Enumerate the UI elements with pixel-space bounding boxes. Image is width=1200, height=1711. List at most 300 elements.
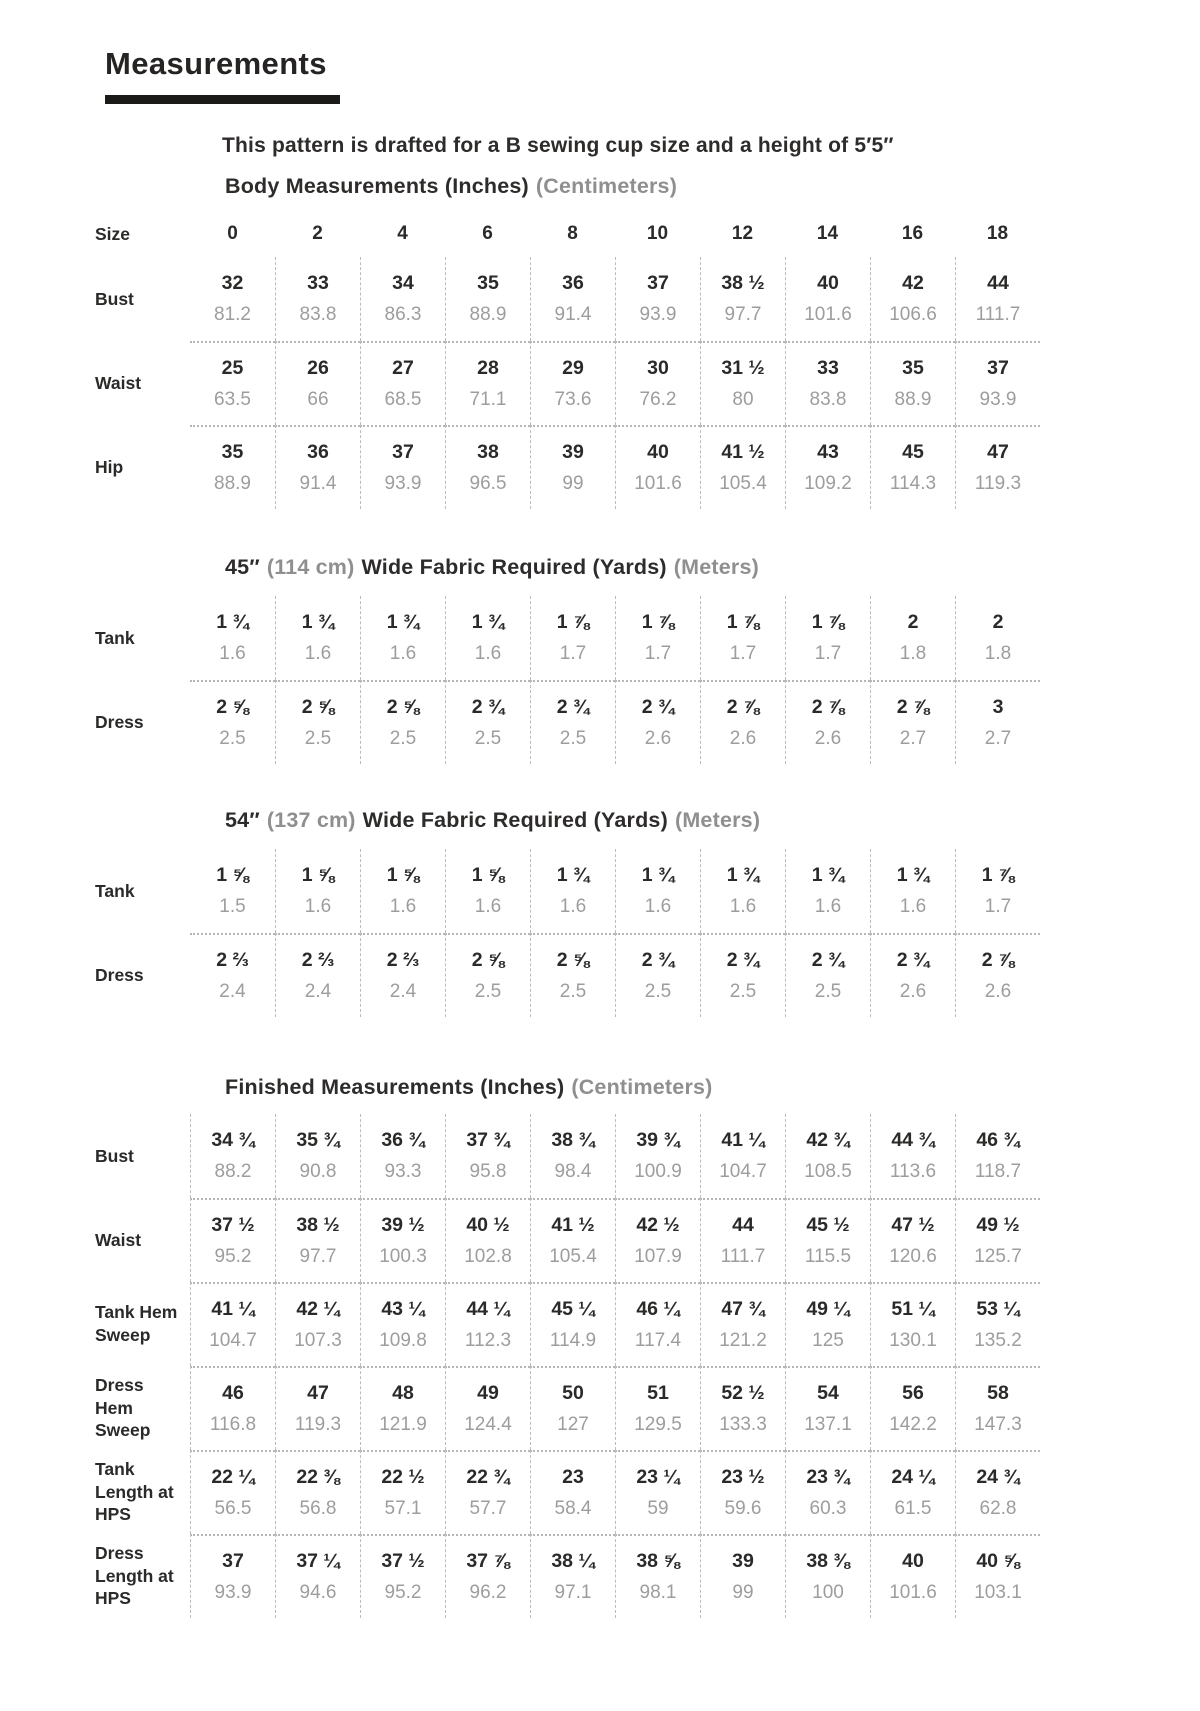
table-cell bbox=[615, 1282, 700, 1366]
heading-metric-label: (Centimeters) bbox=[535, 174, 678, 198]
value-imperial: 2 ¾ bbox=[556, 696, 590, 718]
fabric-54-table bbox=[95, 849, 1200, 1017]
value-metric: 1.5 bbox=[219, 896, 246, 917]
value-imperial: 2 ¾ bbox=[641, 696, 675, 718]
table-cell bbox=[360, 596, 445, 680]
size-column-header: 14 bbox=[816, 223, 839, 244]
value-metric: 2.5 bbox=[559, 981, 587, 1002]
value-imperial: 44 bbox=[987, 272, 1009, 294]
value-metric: 112.3 bbox=[464, 1330, 512, 1351]
heading-label: Finished Measurements (Inches) bbox=[225, 1075, 565, 1099]
value-metric: 107.9 bbox=[634, 1246, 682, 1267]
size-label: Size bbox=[95, 223, 131, 244]
value-metric: 68.5 bbox=[384, 389, 422, 410]
size-column-header: 8 bbox=[567, 223, 578, 244]
value-metric: 61.5 bbox=[894, 1498, 932, 1519]
value-metric: 88.9 bbox=[214, 473, 251, 494]
table-cell bbox=[700, 1282, 785, 1366]
table-cell bbox=[870, 425, 955, 509]
value-imperial: 38 ⅜ bbox=[806, 1550, 850, 1572]
table-cell bbox=[870, 849, 955, 933]
row-label: Tank bbox=[95, 880, 135, 901]
value-imperial: 1 ⅝ bbox=[301, 864, 335, 886]
value-metric: 1.7 bbox=[814, 643, 842, 664]
value-imperial: 40 bbox=[817, 272, 839, 294]
value-metric: 83.8 bbox=[299, 304, 337, 325]
value-imperial: 42 ¾ bbox=[806, 1129, 850, 1151]
value-imperial: 1 ¾ bbox=[471, 611, 505, 633]
table-cell bbox=[785, 596, 870, 680]
table-cell bbox=[785, 1198, 870, 1282]
value-metric: 57.7 bbox=[469, 1498, 507, 1519]
value-metric: 1.6 bbox=[304, 896, 332, 917]
table-cell bbox=[615, 1366, 700, 1450]
table-cell bbox=[275, 1114, 360, 1198]
row-label: Tank Length at HPS bbox=[95, 1458, 174, 1525]
table-cell bbox=[360, 1282, 445, 1366]
value-metric: 125 bbox=[812, 1330, 844, 1351]
table-cell bbox=[700, 425, 785, 509]
table-cell bbox=[190, 933, 275, 1017]
value-metric: 1.6 bbox=[814, 896, 842, 917]
finished-measurements-heading bbox=[225, 1075, 1200, 1100]
table-cell bbox=[190, 680, 275, 764]
table-cell bbox=[955, 849, 1040, 933]
size-column-header: 0 bbox=[227, 223, 238, 244]
table-row bbox=[95, 680, 1200, 764]
row-label: Dress bbox=[95, 711, 144, 732]
table-cell bbox=[275, 1366, 360, 1450]
table-cell bbox=[360, 341, 445, 425]
value-imperial: 22 ⅜ bbox=[296, 1466, 340, 1488]
heading-metric-label: (114 cm) bbox=[266, 555, 355, 579]
value-imperial: 1 ¾ bbox=[896, 864, 930, 886]
row-label: Dress Hem Sweep bbox=[95, 1374, 151, 1441]
value-metric: 2.5 bbox=[644, 981, 672, 1002]
value-imperial: 1 ⅝ bbox=[386, 864, 420, 886]
value-metric: 97.7 bbox=[299, 1246, 337, 1267]
row-label: Waist bbox=[95, 372, 142, 393]
table-cell bbox=[955, 425, 1040, 509]
value-imperial: 37 bbox=[392, 441, 414, 463]
value-imperial: 35 bbox=[477, 272, 499, 294]
value-metric: 116.8 bbox=[209, 1414, 257, 1435]
value-imperial: 45 ¼ bbox=[551, 1298, 595, 1320]
value-imperial: 25 bbox=[221, 357, 244, 379]
value-imperial: 1 ⅝ bbox=[216, 864, 249, 886]
value-imperial: 2 ⅞ bbox=[981, 949, 1015, 971]
value-metric: 1.6 bbox=[644, 896, 672, 917]
value-metric: 97.1 bbox=[554, 1582, 592, 1603]
table-cell bbox=[445, 257, 530, 341]
table-cell bbox=[360, 1198, 445, 1282]
table-cell bbox=[445, 341, 530, 425]
value-metric: 105.4 bbox=[549, 1246, 597, 1267]
table-row bbox=[95, 1534, 1200, 1618]
table-cell bbox=[700, 1114, 785, 1198]
value-imperial: 2 ⅞ bbox=[811, 696, 845, 718]
value-imperial: 37 ⅞ bbox=[466, 1550, 510, 1572]
value-imperial: 2 ¾ bbox=[471, 696, 505, 718]
value-metric: 1.7 bbox=[729, 643, 757, 664]
table-cell bbox=[870, 1534, 955, 1618]
table-cell bbox=[530, 1114, 615, 1198]
value-metric: 2.5 bbox=[219, 728, 246, 749]
table-cell bbox=[275, 425, 360, 509]
table-cell bbox=[530, 933, 615, 1017]
table-cell bbox=[530, 1534, 615, 1618]
table-cell bbox=[615, 933, 700, 1017]
value-imperial: 2 ¾ bbox=[811, 949, 845, 971]
table-cell bbox=[870, 596, 955, 680]
table-cell bbox=[445, 849, 530, 933]
value-metric: 1.6 bbox=[474, 643, 502, 664]
table-row bbox=[95, 849, 1200, 933]
value-metric: 2.6 bbox=[814, 728, 842, 749]
table-cell bbox=[785, 257, 870, 341]
value-metric: 124.4 bbox=[464, 1414, 512, 1435]
row-label: Bust bbox=[95, 1145, 134, 1166]
heading-metric-label: (Meters) bbox=[673, 555, 759, 579]
value-metric: 99 bbox=[732, 1582, 754, 1603]
table-cell bbox=[700, 1450, 785, 1534]
value-metric: 71.1 bbox=[469, 389, 507, 410]
row-label: Bust bbox=[95, 288, 134, 309]
value-imperial: 50 bbox=[562, 1382, 584, 1404]
value-metric: 135.2 bbox=[974, 1330, 1022, 1351]
value-metric: 57.1 bbox=[384, 1498, 422, 1519]
value-metric: 2.6 bbox=[984, 981, 1012, 1002]
value-imperial: 42 bbox=[902, 272, 924, 294]
table-cell bbox=[275, 257, 360, 341]
value-metric: 93.9 bbox=[639, 304, 677, 325]
value-metric: 2.4 bbox=[219, 981, 246, 1002]
value-metric: 2.5 bbox=[304, 728, 332, 749]
size-header-row bbox=[95, 211, 1200, 257]
table-cell bbox=[615, 680, 700, 764]
heading-metric-label: (Centimeters) bbox=[571, 1075, 713, 1099]
value-imperial: 1 ¾ bbox=[726, 864, 760, 886]
value-imperial: 37 ½ bbox=[211, 1214, 255, 1236]
table-cell bbox=[955, 1282, 1040, 1366]
table-cell bbox=[615, 257, 700, 341]
value-metric: 60.3 bbox=[809, 1498, 847, 1519]
value-imperial: 24 ¾ bbox=[976, 1466, 1020, 1488]
value-metric: 93.9 bbox=[979, 389, 1017, 410]
table-cell bbox=[785, 1114, 870, 1198]
table-cell bbox=[700, 341, 785, 425]
table-cell bbox=[955, 596, 1040, 680]
table-cell bbox=[445, 425, 530, 509]
table-cell bbox=[870, 1198, 955, 1282]
value-metric: 95.8 bbox=[469, 1161, 507, 1182]
value-metric: 56.5 bbox=[214, 1498, 252, 1519]
value-metric: 121.9 bbox=[379, 1414, 427, 1435]
value-imperial: 27 bbox=[392, 357, 414, 379]
value-metric: 2.6 bbox=[729, 728, 757, 749]
value-imperial: 40 ⅝ bbox=[976, 1550, 1020, 1572]
size-column-header: 6 bbox=[482, 223, 493, 244]
value-metric: 83.8 bbox=[809, 389, 847, 410]
value-metric: 108.5 bbox=[804, 1161, 852, 1182]
value-imperial: 37 bbox=[222, 1550, 244, 1572]
value-imperial: 33 bbox=[307, 272, 329, 294]
value-metric: 127 bbox=[557, 1414, 589, 1435]
heading-label: 54″ bbox=[225, 808, 260, 832]
table-cell bbox=[360, 1450, 445, 1534]
value-metric: 1.8 bbox=[984, 643, 1012, 664]
table-cell bbox=[190, 425, 275, 509]
value-metric: 86.3 bbox=[384, 304, 422, 325]
finished-measurements-table bbox=[95, 1114, 1200, 1618]
value-imperial: 2 ⅝ bbox=[471, 949, 505, 971]
table-cell bbox=[870, 1450, 955, 1534]
table-row bbox=[95, 257, 1200, 341]
value-imperial: 33 bbox=[817, 357, 839, 379]
table-cell bbox=[700, 1198, 785, 1282]
heading-label: Wide Fabric Required (Yards) bbox=[362, 808, 668, 832]
heading-label: Wide Fabric Required (Yards) bbox=[361, 555, 667, 579]
value-metric: 1.7 bbox=[984, 896, 1012, 917]
table-cell bbox=[190, 341, 275, 425]
value-imperial: 32 bbox=[221, 272, 244, 294]
value-imperial: 2 ⅝ bbox=[556, 949, 590, 971]
table-cell bbox=[785, 1534, 870, 1618]
value-metric: 93.9 bbox=[214, 1582, 252, 1603]
value-imperial: 49 ¼ bbox=[806, 1298, 850, 1320]
row-label: Tank Hem Sweep bbox=[95, 1302, 178, 1345]
value-metric: 1.6 bbox=[474, 896, 502, 917]
heading-metric-label: (137 cm) bbox=[266, 808, 356, 832]
value-imperial: 54 bbox=[817, 1382, 839, 1404]
value-imperial: 2 ¾ bbox=[726, 949, 760, 971]
value-imperial: 48 bbox=[392, 1382, 414, 1404]
table-cell bbox=[275, 1198, 360, 1282]
table-cell bbox=[360, 257, 445, 341]
table-cell bbox=[700, 596, 785, 680]
body-measurements-heading bbox=[225, 174, 1200, 199]
value-imperial: 23 bbox=[562, 1466, 584, 1488]
table-row bbox=[95, 341, 1200, 425]
value-imperial: 35 bbox=[902, 357, 924, 379]
value-metric: 118.7 bbox=[974, 1161, 1022, 1182]
value-metric: 1.6 bbox=[219, 643, 246, 664]
value-imperial: 2 ⅔ bbox=[216, 949, 249, 971]
value-imperial: 23 ½ bbox=[721, 1466, 765, 1488]
value-imperial: 37 ¼ bbox=[296, 1550, 340, 1572]
value-metric: 101.6 bbox=[804, 304, 852, 325]
value-imperial: 46 ¼ bbox=[636, 1298, 680, 1320]
table-cell bbox=[190, 1282, 275, 1366]
table-row bbox=[95, 1198, 1200, 1282]
value-imperial: 51 bbox=[647, 1382, 669, 1404]
pattern-note: This pattern is drafted for a B sewing cup size and a height of 5′5″ bbox=[222, 134, 894, 157]
value-imperial: 1 ⅞ bbox=[556, 611, 590, 633]
value-metric: 103.1 bbox=[974, 1582, 1022, 1603]
table-cell bbox=[530, 596, 615, 680]
value-imperial: 35 bbox=[221, 441, 244, 463]
value-metric: 81.2 bbox=[214, 304, 251, 325]
value-imperial: 53 ¼ bbox=[976, 1298, 1020, 1320]
value-imperial: 58 bbox=[987, 1382, 1009, 1404]
value-metric: 101.6 bbox=[634, 473, 682, 494]
table-cell bbox=[275, 341, 360, 425]
table-cell bbox=[955, 680, 1040, 764]
table-cell bbox=[530, 425, 615, 509]
table-cell bbox=[785, 425, 870, 509]
value-imperial: 1 ⅞ bbox=[641, 611, 675, 633]
table-cell bbox=[955, 1450, 1040, 1534]
value-imperial: 37 bbox=[647, 272, 669, 294]
value-metric: 113.6 bbox=[889, 1161, 937, 1182]
value-imperial: 1 ¾ bbox=[556, 864, 590, 886]
value-metric: 97.7 bbox=[724, 304, 762, 325]
value-metric: 137.1 bbox=[804, 1414, 852, 1435]
table-cell bbox=[530, 1198, 615, 1282]
table-cell bbox=[615, 1534, 700, 1618]
value-imperial: 38 bbox=[477, 441, 499, 463]
value-metric: 111.7 bbox=[975, 304, 1021, 325]
value-imperial: 40 ½ bbox=[466, 1214, 510, 1236]
value-metric: 58.4 bbox=[554, 1498, 592, 1519]
value-imperial: 38 ½ bbox=[721, 272, 765, 294]
value-imperial: 46 bbox=[222, 1382, 244, 1404]
value-metric: 94.6 bbox=[299, 1582, 337, 1603]
value-imperial: 56 bbox=[902, 1382, 924, 1404]
value-imperial: 31 ½ bbox=[721, 357, 765, 379]
value-imperial: 41 ½ bbox=[551, 1214, 595, 1236]
value-imperial: 1 ⅝ bbox=[471, 864, 505, 886]
value-imperial: 52 ½ bbox=[721, 1382, 765, 1404]
table-cell bbox=[275, 1534, 360, 1618]
table-row bbox=[95, 1114, 1200, 1198]
table-cell bbox=[275, 596, 360, 680]
value-metric: 63.5 bbox=[214, 389, 251, 410]
table-cell bbox=[360, 849, 445, 933]
value-imperial: 37 ½ bbox=[381, 1550, 425, 1572]
value-metric: 121.2 bbox=[719, 1330, 767, 1351]
table-cell bbox=[870, 1366, 955, 1450]
value-metric: 95.2 bbox=[214, 1246, 252, 1267]
value-metric: 117.4 bbox=[634, 1330, 682, 1351]
table-cell bbox=[785, 1366, 870, 1450]
fabric-45-table bbox=[95, 596, 1200, 764]
value-metric: 91.4 bbox=[299, 473, 337, 494]
value-imperial: 22 ½ bbox=[381, 1466, 425, 1488]
value-metric: 2.4 bbox=[389, 981, 417, 1002]
table-cell bbox=[445, 1198, 530, 1282]
table-cell bbox=[615, 1114, 700, 1198]
value-metric: 100.3 bbox=[379, 1246, 427, 1267]
value-imperial: 2 ¾ bbox=[641, 949, 675, 971]
value-imperial: 43 ¼ bbox=[381, 1298, 425, 1320]
row-label: Hip bbox=[95, 456, 124, 477]
table-cell bbox=[700, 1366, 785, 1450]
value-metric: 2.6 bbox=[899, 981, 927, 1002]
value-imperial: 39 bbox=[732, 1550, 754, 1572]
value-metric: 93.3 bbox=[384, 1161, 422, 1182]
table-cell bbox=[275, 1282, 360, 1366]
value-imperial: 23 ¾ bbox=[806, 1466, 850, 1488]
body-measurements-table bbox=[95, 211, 1200, 509]
value-imperial: 34 ¾ bbox=[211, 1129, 255, 1151]
table-cell bbox=[615, 596, 700, 680]
value-metric: 2.5 bbox=[474, 728, 502, 749]
value-metric: 88.2 bbox=[214, 1161, 252, 1182]
value-imperial: 44 ¼ bbox=[466, 1298, 510, 1320]
value-metric: 2.7 bbox=[984, 728, 1012, 749]
value-metric: 1.8 bbox=[899, 643, 927, 664]
value-metric: 111.7 bbox=[720, 1246, 766, 1267]
value-metric: 109.2 bbox=[804, 473, 852, 494]
table-cell bbox=[615, 1198, 700, 1282]
value-metric: 56.8 bbox=[299, 1498, 337, 1519]
table-cell bbox=[530, 341, 615, 425]
value-metric: 119.3 bbox=[294, 1414, 342, 1435]
row-label: Dress bbox=[95, 964, 144, 985]
size-column-header: 12 bbox=[731, 223, 754, 244]
value-metric: 102.8 bbox=[464, 1246, 512, 1267]
size-column-header: 16 bbox=[901, 223, 924, 244]
value-metric: 1.7 bbox=[559, 643, 587, 664]
table-cell bbox=[615, 1450, 700, 1534]
value-imperial: 1 ¾ bbox=[216, 611, 249, 633]
table-cell bbox=[615, 849, 700, 933]
table-row bbox=[95, 1282, 1200, 1366]
table-cell bbox=[445, 596, 530, 680]
value-imperial: 41 ¼ bbox=[211, 1298, 255, 1320]
value-metric: 91.4 bbox=[554, 304, 592, 325]
table-cell bbox=[275, 680, 360, 764]
value-imperial: 45 bbox=[902, 441, 924, 463]
table-cell bbox=[955, 1366, 1040, 1450]
table-cell bbox=[445, 1366, 530, 1450]
heading-label: 45″ bbox=[225, 555, 260, 579]
value-imperial: 2 ⅝ bbox=[301, 696, 335, 718]
table-cell bbox=[190, 849, 275, 933]
table-cell bbox=[870, 1114, 955, 1198]
table-cell bbox=[190, 257, 275, 341]
size-column-header: 4 bbox=[397, 223, 408, 244]
value-imperial: 41 ½ bbox=[721, 441, 765, 463]
value-imperial: 36 ¾ bbox=[381, 1129, 425, 1151]
value-imperial: 38 ⅝ bbox=[636, 1550, 680, 1572]
value-metric: 88.9 bbox=[894, 389, 932, 410]
table-cell bbox=[275, 933, 360, 1017]
table-cell bbox=[615, 341, 700, 425]
table-cell bbox=[955, 1114, 1040, 1198]
table-cell bbox=[700, 257, 785, 341]
table-cell bbox=[360, 1114, 445, 1198]
value-imperial: 2 ⅞ bbox=[726, 696, 760, 718]
heading-label: Body Measurements (Inches) bbox=[225, 174, 529, 198]
table-cell bbox=[955, 1534, 1040, 1618]
row-label: Waist bbox=[95, 1229, 142, 1250]
value-imperial: 1 ¾ bbox=[386, 611, 420, 633]
fabric-45-heading bbox=[225, 555, 1200, 580]
value-metric: 80 bbox=[732, 389, 754, 410]
value-imperial: 29 bbox=[562, 357, 584, 379]
value-metric: 93.9 bbox=[384, 473, 422, 494]
value-imperial: 2 ⅝ bbox=[386, 696, 420, 718]
value-imperial: 2 ⅞ bbox=[896, 696, 930, 718]
value-imperial: 43 bbox=[817, 441, 839, 463]
value-metric: 98.1 bbox=[639, 1582, 677, 1603]
table-cell bbox=[785, 1450, 870, 1534]
value-metric: 90.8 bbox=[299, 1161, 337, 1182]
value-imperial: 3 bbox=[992, 696, 1004, 718]
value-imperial: 40 bbox=[902, 1550, 924, 1572]
